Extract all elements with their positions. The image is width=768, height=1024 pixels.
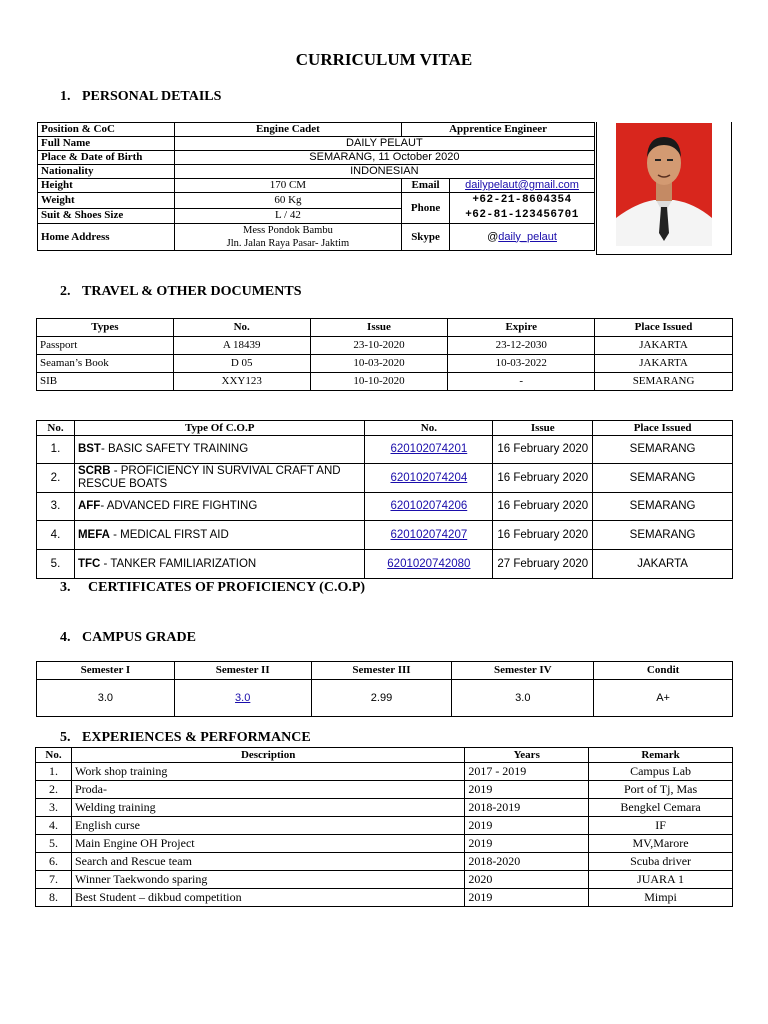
cop-place: SEMARANG: [593, 464, 733, 493]
table-row: [37, 493, 733, 521]
doc-number: D 05: [173, 355, 310, 373]
cop-number-link[interactable]: 620102074204: [390, 471, 468, 484]
cop-code: BST: [77, 443, 101, 455]
section-label: CERTIFICATES OF PROFICIENCY (C.O.P): [88, 580, 366, 595]
profile-photo: [616, 123, 712, 246]
doc-expire: -: [448, 373, 595, 391]
table-row: [37, 373, 733, 391]
section-number: 3.: [60, 580, 71, 595]
travel-header: Issue: [310, 319, 448, 337]
cop-place: SEMARANG: [593, 436, 733, 464]
weight-value: 60 Kg: [174, 193, 401, 209]
cop-desc: - PROFICIENCY IN SURVIVAL CRAFT AND RESCUE BOATS: [77, 465, 341, 490]
exp-remark: Campus Lab: [589, 763, 733, 781]
exp-no: 2.: [36, 781, 72, 799]
cop-no: 1.: [37, 436, 75, 464]
cop-number-link[interactable]: 620102074201: [390, 443, 468, 455]
exp-desc: Winner Taekwondo sparing: [71, 871, 464, 889]
cop-header: Place Issued: [593, 421, 733, 436]
exp-no: 3.: [36, 799, 72, 817]
cop-issue: 16 February 2020: [493, 436, 593, 464]
table-row: [37, 464, 733, 493]
weight-label: Weight: [38, 193, 175, 209]
cop-header: Issue: [493, 421, 593, 436]
exp-years: 2018-2019: [465, 799, 589, 817]
grade-value: A+: [594, 680, 733, 717]
section-personal-heading: [60, 89, 221, 105]
doc-place: JAKARTA: [595, 355, 733, 373]
birth-label: Place & Date of Birth: [38, 151, 175, 165]
grade-value: 3.0: [452, 680, 594, 717]
nationality-label: Nationality: [38, 165, 175, 179]
skype-prefix: @: [487, 230, 499, 243]
exp-years: 2020: [465, 871, 589, 889]
exp-header: Description: [71, 748, 464, 763]
exp-years: 2018-2020: [465, 853, 589, 871]
exp-no: 7.: [36, 871, 72, 889]
position-label: Position & CoC: [38, 123, 175, 137]
cop-header: No.: [365, 421, 493, 436]
cop-code: SCRB: [77, 465, 111, 477]
section-label: EXPERIENCES & PERFORMANCE: [82, 730, 311, 745]
table-row: [36, 835, 733, 853]
campus-grade-table: [36, 661, 733, 717]
doc-expire: 10-03-2022: [448, 355, 595, 373]
exp-no: 1.: [36, 763, 72, 781]
grade-value: 2.99: [311, 680, 452, 717]
cop-no: 3.: [37, 493, 75, 521]
cop-issue: 16 February 2020: [493, 493, 593, 521]
exp-desc: Proda-: [71, 781, 464, 799]
cop-place: JAKARTA: [593, 550, 733, 579]
travel-header: No.: [173, 319, 310, 337]
exp-no: 4.: [36, 817, 72, 835]
exp-years: 2019: [465, 781, 589, 799]
exp-remark: Port of Tj, Mas: [589, 781, 733, 799]
exp-years: 2019: [465, 817, 589, 835]
cop-place: SEMARANG: [593, 493, 733, 521]
cop-issue: 16 February 2020: [493, 464, 593, 493]
doc-number: XXY123: [173, 373, 310, 391]
exp-desc: Search and Rescue team: [71, 853, 464, 871]
cop-header: No.: [37, 421, 75, 436]
doc-expire: 23-12-2030: [448, 337, 595, 355]
table-row: [36, 799, 733, 817]
doc-number: A 18439: [173, 337, 310, 355]
skype-label: Skype: [402, 224, 450, 251]
address-line2: Jln. Jalan Raya Pasar- Jaktim: [226, 238, 350, 249]
table-row: [37, 337, 733, 355]
exp-desc: Welding training: [71, 799, 464, 817]
cop-header: Type Of C.O.P: [74, 421, 364, 436]
doc-issue: 10-10-2020: [310, 373, 448, 391]
height-label: Height: [38, 179, 175, 193]
cop-desc: - MEDICAL FIRST AID: [109, 528, 229, 541]
table-row: [37, 680, 733, 717]
phone-label: Phone: [402, 193, 450, 224]
cop-code: AFF: [77, 500, 101, 512]
travel-header: Expire: [448, 319, 595, 337]
grade-value: 3.0: [37, 680, 175, 717]
cop-table: [36, 420, 733, 579]
section-number: 4.: [60, 630, 71, 645]
grade-header: Semester IV: [452, 662, 594, 680]
table-row: [36, 853, 733, 871]
nationality-value: INDONESIAN: [174, 165, 594, 179]
travel-header: Types: [37, 319, 174, 337]
cop-number-link[interactable]: 620102074206: [390, 500, 468, 512]
cop-no: 4.: [37, 521, 75, 550]
exp-no: 5.: [36, 835, 72, 853]
exp-header: Years: [465, 748, 589, 763]
doc-place: JAKARTA: [595, 337, 733, 355]
section-experience-heading: [60, 730, 311, 746]
section-grade-heading: [60, 630, 196, 646]
table-row: [37, 521, 733, 550]
exp-header: Remark: [589, 748, 733, 763]
table-row: [36, 871, 733, 889]
birth-value: SEMARANG, 11 October 2020: [174, 151, 594, 165]
section-number: 2.: [60, 284, 71, 299]
exp-desc: English curse: [71, 817, 464, 835]
exp-no: 8.: [36, 889, 72, 907]
section-label: TRAVEL & OTHER DOCUMENTS: [82, 284, 302, 299]
suit-label: Suit & Shoes Size: [38, 208, 175, 224]
doc-issue: 23-10-2020: [310, 337, 448, 355]
travel-header: Place Issued: [595, 319, 733, 337]
phone-value-mobile: +62-81-123456701: [465, 209, 579, 221]
exp-header: No.: [36, 748, 72, 763]
height-value: 170 CM: [174, 179, 401, 193]
exp-remark: Mimpi: [589, 889, 733, 907]
suit-value: L / 42: [174, 208, 401, 224]
cop-no: 5.: [37, 550, 75, 579]
exp-years: 2019: [465, 835, 589, 853]
position-value: Engine Cadet: [174, 123, 401, 137]
name-label: Full Name: [38, 137, 175, 151]
cop-desc: - BASIC SAFETY TRAINING: [100, 443, 249, 455]
table-row: [36, 889, 733, 907]
experience-table: [35, 747, 733, 907]
table-row: [36, 781, 733, 799]
cop-desc: - TANKER FAMILIARIZATION: [100, 557, 257, 570]
doc-issue: 10-03-2020: [310, 355, 448, 373]
table-row: [36, 763, 733, 781]
grade-header: Semester II: [174, 662, 311, 680]
exp-remark: Scuba driver: [589, 853, 733, 871]
grade-header: Condit: [594, 662, 733, 680]
cop-place: SEMARANG: [593, 521, 733, 550]
address-label: Home Address: [38, 224, 175, 251]
table-row: [37, 550, 733, 579]
personal-details-table: [37, 122, 595, 251]
section-label: PERSONAL DETAILS: [82, 89, 222, 104]
exp-remark: JUARA 1: [589, 871, 733, 889]
doc-type: SIB: [37, 373, 174, 391]
table-row: [37, 355, 733, 373]
phone-value: +62-21-8604354: [472, 194, 572, 206]
cop-code: MEFA: [77, 528, 110, 541]
section-number: 1.: [60, 89, 71, 104]
email-link[interactable]: dailypelaut@gmail.com: [465, 179, 579, 191]
exp-years: 2019: [465, 889, 589, 907]
skype-link[interactable]: daily_pelaut: [498, 230, 557, 243]
section-number: 5.: [60, 730, 71, 745]
section-cop-heading: [60, 580, 365, 596]
cop-issue: 27 February 2020: [493, 550, 593, 579]
doc-place: SEMARANG: [595, 373, 733, 391]
doc-type: Passport: [37, 337, 174, 355]
cop-desc: - ADVANCED FIRE FIGHTING: [100, 500, 258, 512]
section-travel-heading: [60, 284, 302, 300]
position-value-alt: Apprentice Engineer: [402, 123, 595, 137]
name-value: DAILY PELAUT: [174, 137, 594, 151]
cop-no: 2.: [37, 464, 75, 493]
cop-number-link[interactable]: 6201020742080: [387, 557, 471, 570]
exp-years: 2017 - 2019: [465, 763, 589, 781]
cop-number-link[interactable]: 620102074207: [390, 528, 468, 541]
exp-remark: MV,Marore: [589, 835, 733, 853]
address-line1: Mess Pondok Bambu: [242, 225, 333, 236]
exp-desc: Main Engine OH Project: [71, 835, 464, 853]
travel-documents-table: [36, 318, 733, 391]
exp-desc: Work shop training: [71, 763, 464, 781]
exp-remark: IF: [589, 817, 733, 835]
table-row: [37, 436, 733, 464]
cop-code: TFC: [77, 557, 101, 570]
doc-type: Seaman’s Book: [37, 355, 174, 373]
grade-header: Semester III: [311, 662, 452, 680]
section-label: CAMPUS GRADE: [82, 630, 196, 645]
exp-desc: Best Student – dikbud competition: [71, 889, 464, 907]
exp-no: 6.: [36, 853, 72, 871]
grade-value-link[interactable]: 3.0: [235, 691, 251, 704]
cop-issue: 16 February 2020: [493, 521, 593, 550]
email-label: Email: [402, 179, 450, 193]
table-row: [36, 817, 733, 835]
grade-header: Semester I: [37, 662, 175, 680]
exp-remark: Bengkel Cemara: [589, 799, 733, 817]
page-title: CURRICULUM VITAE: [295, 50, 473, 69]
